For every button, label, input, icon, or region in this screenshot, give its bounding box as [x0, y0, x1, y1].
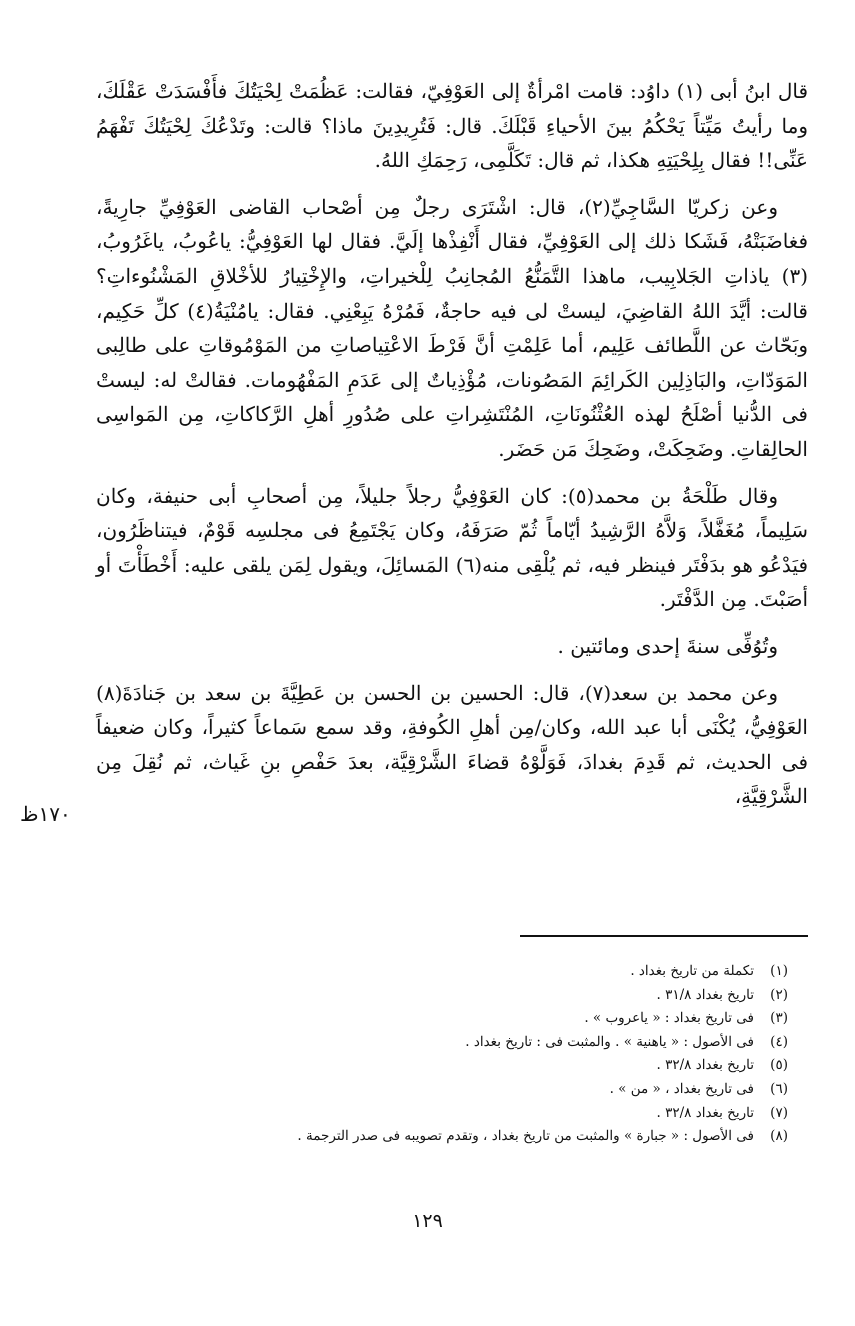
footnote-number: (٢) [770, 986, 788, 1003]
footnote-divider [520, 935, 808, 937]
footnote-number: (١) [770, 963, 788, 979]
footnote-number: (٣) [770, 1010, 788, 1027]
footnote-text: فى الأصول : « جبارة » والمثبت من تاريخ بغداد ، وتقدم تصويبه فى صدر الترجمة . [297, 1128, 754, 1145]
footnote-number: (٥) [770, 1057, 788, 1074]
footnote-number: (٨) [770, 1128, 788, 1145]
footnote-text: تكملة من تاريخ بغداد . [630, 963, 754, 979]
paragraph-5: وعن محمد بن سعد(٧)، قال: الحسين بن الحسن بن عَطِيَّةَ بن سعد بن جَنادَةَ(٨) العَوْفِيُّ، يُكْنَى أبا عبد الله، وكان/مِن أهلِ الكُوفةِ، وقد سمع سَماعاً كثيراً، وكان ضعيفاً فى الحديث، ثم قَدِمَ بغدادَ، فَوَلَّوْهُ قضاءَ الشَّرْقِيَّة، بعدَ حَفْصِ بنِ غَياث، ثم نُقِلَ مِن الشَّرْقِيَّةِ، [96, 680, 808, 809]
footnote-text: تاريخ بغداد ٣٢/٨ . [656, 1057, 754, 1074]
footnote-number: (٦) [770, 1080, 788, 1097]
manuscript-folio-note: ١٧٠ظ [20, 802, 71, 826]
footnote-item [120, 1031, 788, 1055]
footnote-number: (٤) [770, 1033, 788, 1050]
footnote-text: تاريخ بغداد ٣١/٨ . [656, 986, 754, 1003]
footnote-item [120, 984, 788, 1008]
paragraph-1: قال ابنُ أبى (١) داوُد: قامت امْرأةٌ إلى العَوْفِيّ، فقالت: عَظُمَتْ لِحْيَتُكَ فأَفْسَدَتْ عَقْلَكَ، وما رأيتُ مَيِّتاً يَحْكُمُ بينَ الأحياءِ قَبْلَكَ. قال: فَتُرِيدِينَ ماذا؟ قالت: وتَدْعُكَ لِحْيَتُكَ تَفْهَمُ عَنِّى!! فقال بِلِحْيَتِهِ هكذا، ثم قال: تَكَلَّمِى، رَحِمَكِ اللهُ. [96, 79, 808, 173]
footnote-text: فى تاريخ بغداد : « ياعروب » . [584, 1010, 754, 1027]
footnote-number: (٧) [770, 1104, 788, 1121]
paragraph-4: وتُوُفِّى سنةَ إحدى ومائتين . [557, 633, 778, 658]
footnote-item [120, 1125, 788, 1149]
footnote-item [120, 1007, 788, 1031]
footnote-text: فى الأصول : « ياهنية » . والمثبت فى : تاريخ بغداد . [465, 1033, 754, 1050]
paragraph-2: وعن زكريّا السَّاجِيِّ(٢)، قال: اشْتَرَى رجلٌ مِن أصْحاب القاضى العَوْفِيِّ جارِيةً، فغاضَبَتْهُ، فَشَكا ذلك إلى العَوْفِيِّ، فقال أَنْفِذْها إلَيَّ. فقال لها العَوْفِيُّ: ياعُوبُ، ياغَرُوبُ، (٣) ياذاتِ الجَلابِيب، ماهذا التَّمَنُّعُ المُجانِبُ لِلْخيراتِ، والإِخْتِيارُ للأخْلاقِ المَشْنُوءاتِ؟ قالت: أيَّدَ اللهُ القاضِيَ، ليستْ لى فيه حاجةٌ، فَمُرْهُ يَبِعْنِي. فقال: يامُنْيَةُ(٤) كلِّ حَكِيم، وبَحّاث عن اللَّطائف عَلِيم، أما عَلِمْتِ أنَّ فَرْطَ الاعْتِياصاتِ من المَوْمُوقاتِ على طالِبى المَوَدّاتِ، والبَاذِلِين الكَرائِمَ المَصُونات، مُؤْذِياتٌ إلى عَدَمِ المَفْهُومات. فقالتْ له: ليستْ فى الدُّنيا أصْلَحُ لهذه العُثْنُونَاتِ، المُنْتَشِراتِ على صُدُورِ أهلِ الرَّكاكاتِ، مِن المَواسِى الحالِقاتِ. وضَحِكَتْ، وضَحِكَ مَن حَضَر. [96, 194, 808, 461]
main-text [96, 74, 808, 826]
footnote-item [120, 1054, 788, 1078]
footnote-item [120, 1102, 788, 1126]
footnote-item [120, 1078, 788, 1102]
footnotes-list [120, 960, 788, 1149]
footnote-text: تاريخ بغداد ٣٢/٨ . [656, 1104, 754, 1121]
page-number: ١٢٩ [412, 1210, 443, 1232]
paragraph-3: وقال طَلْحَةُ بن محمد(٥): كان العَوْفِيُّ رجلاً جليلاً، مِن أصحابِ أبى حنيفة، وكان سَلِيماً، مُغَفَّلاً، وَلاَّهُ الرَّشِيدُ أيّاماً ثُمّ صَرَفَهُ، وكان يَجْتَمِعُ فى مجلسِه قَوْمٌ، فيتناظَرُون، فيَدْعُو هو بدَفْتَر فينظر فيه، ثم يُلْقِى منه(٦) المَسائِلَ، ويقول لِمَن يلقى عليه: أَخْطَأْتَ أو أصَبْتَ. مِن الدَّفْتَر. [96, 483, 809, 612]
footnote-item [120, 960, 788, 984]
footnote-text: فى تاريخ بغداد ، « من » . [609, 1080, 754, 1097]
